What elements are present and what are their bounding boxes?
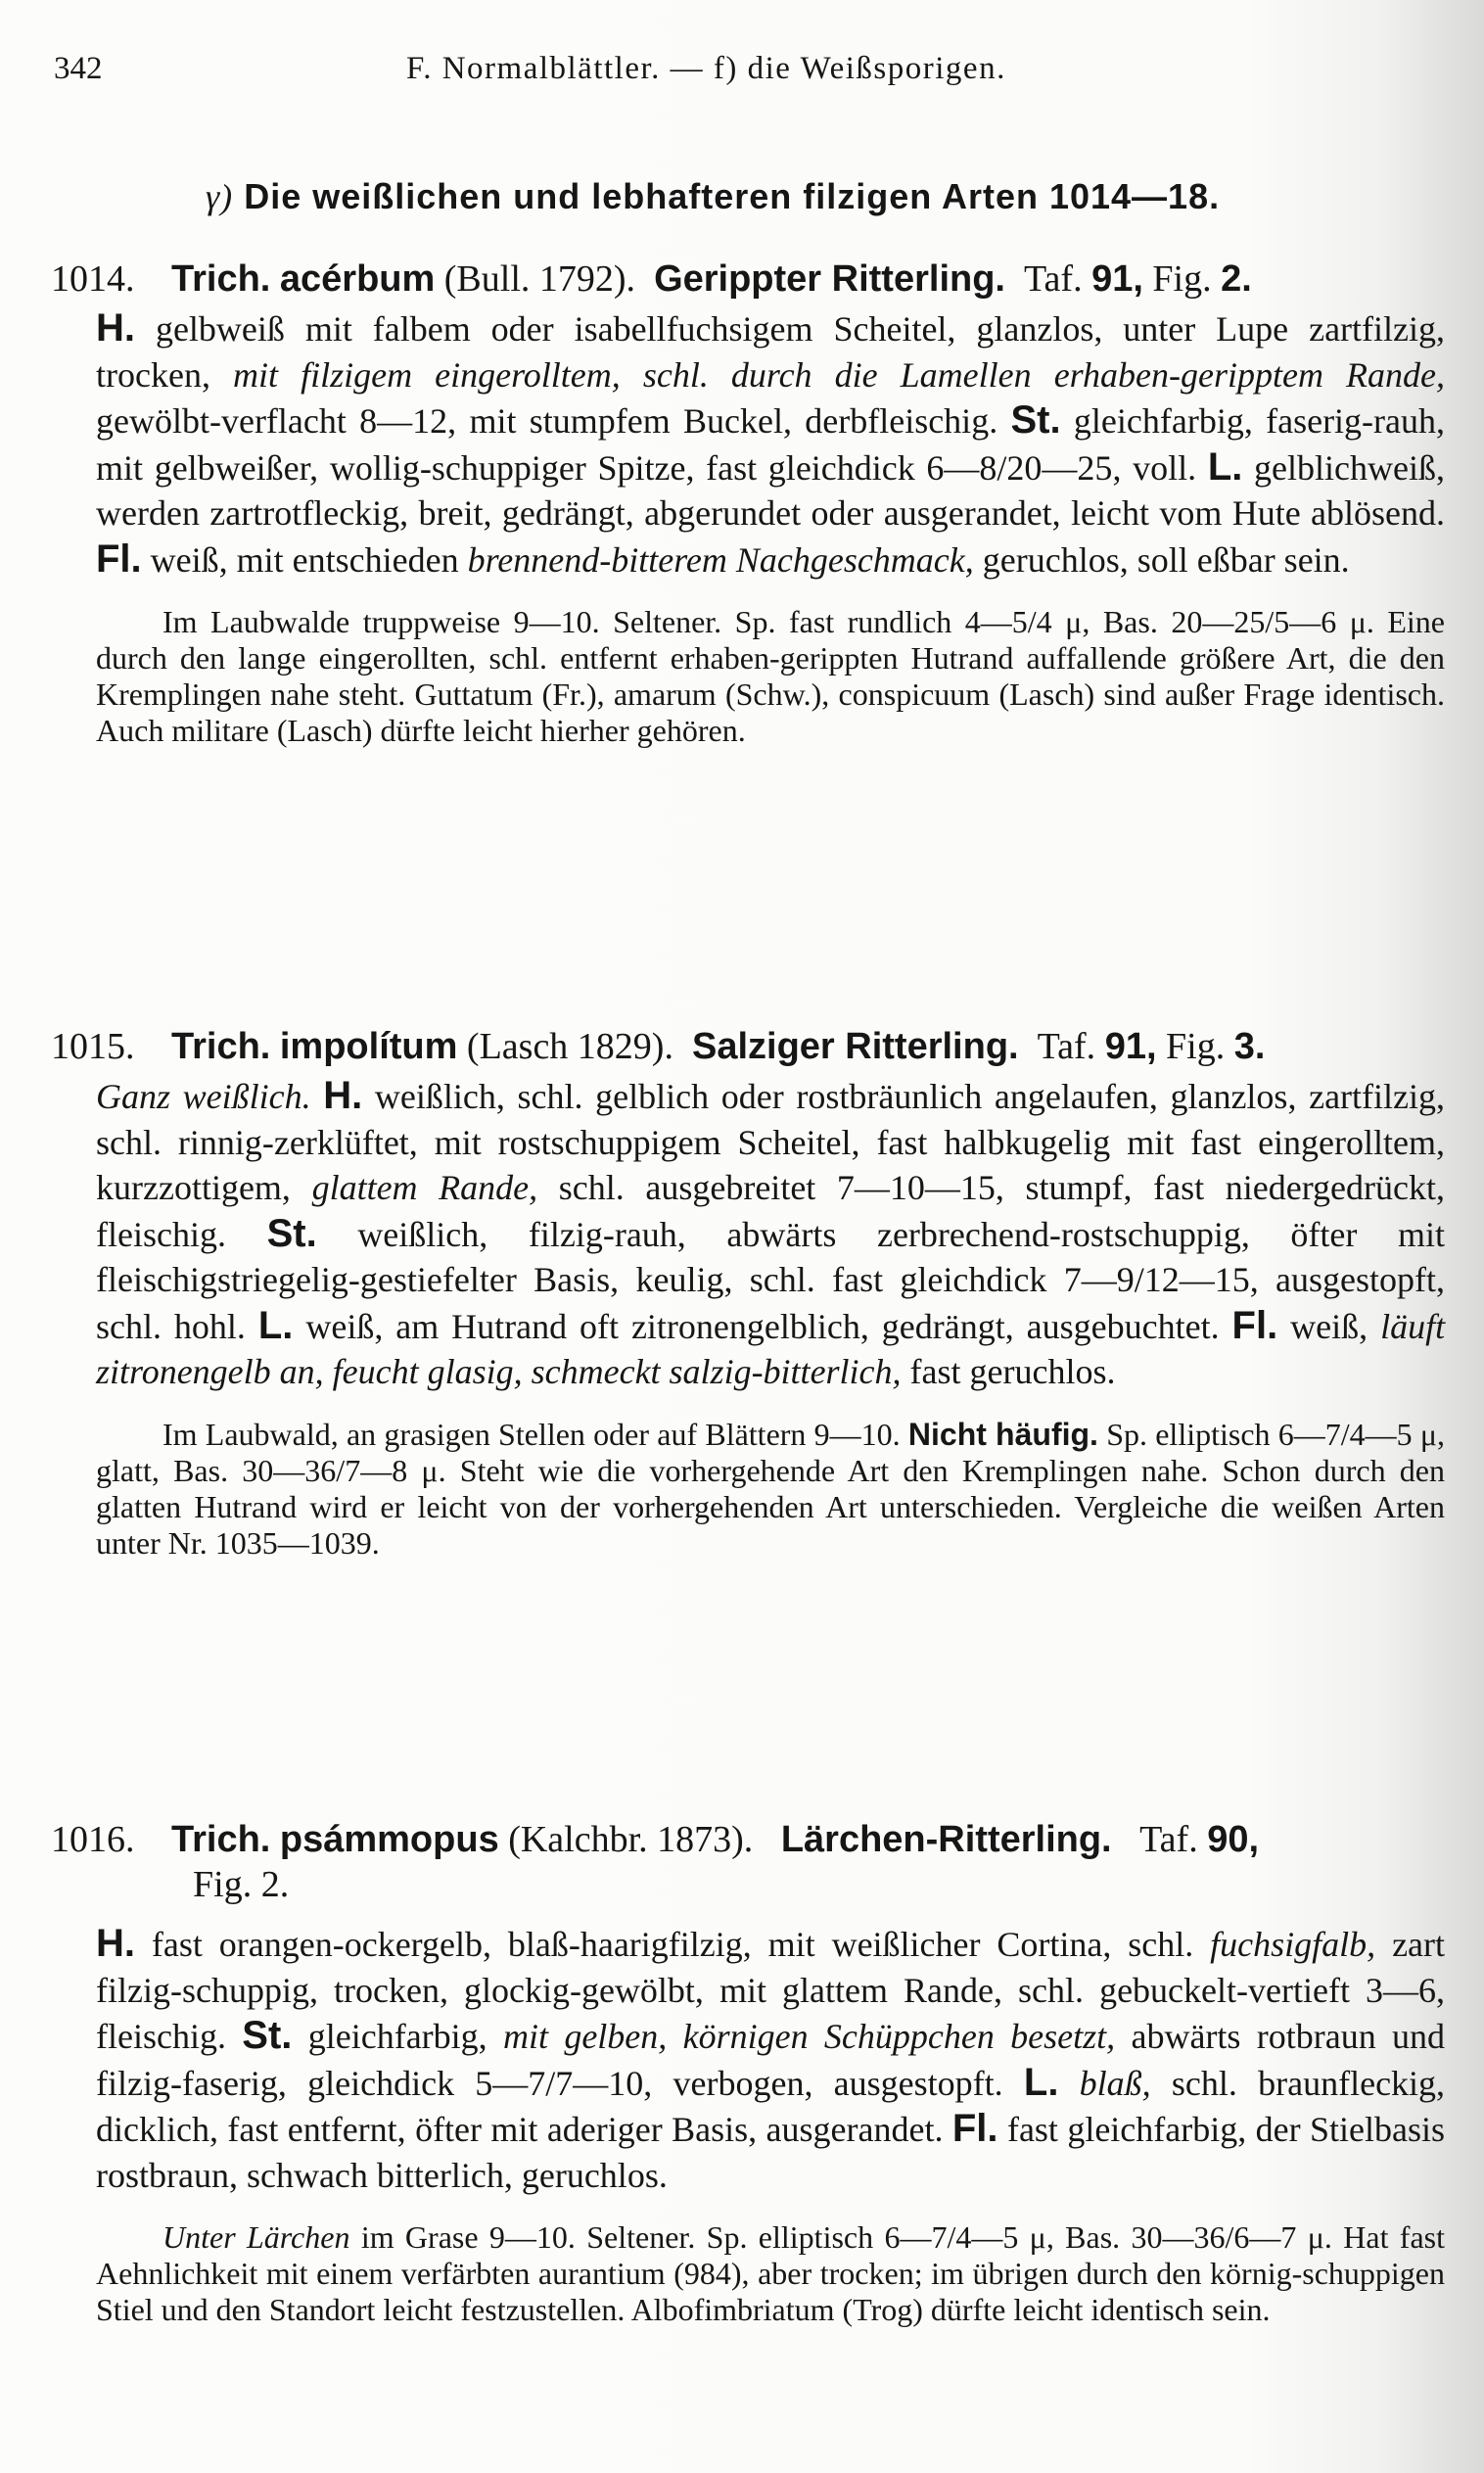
- flesh-key: Fl.: [951, 2107, 998, 2150]
- lamellae-key: L.: [1207, 444, 1243, 489]
- entry-description: [96, 1921, 1445, 2198]
- entry-genus: Trich.: [171, 1819, 271, 1860]
- hat-text-cont: gewölbt-verflacht 8—12, mit stumpfem Buckel, derbfleischig.: [96, 401, 998, 441]
- note-text-italic: Unter Lärchen: [162, 2219, 350, 2255]
- entry-species: acérbum: [279, 258, 436, 300]
- stem-text: gleichfarbig,: [307, 2017, 487, 2056]
- entry-figure: 2.: [260, 1864, 290, 1905]
- lamellae-text-italic: blaß,: [1079, 2063, 1151, 2103]
- hat-key: H.: [96, 1922, 135, 1965]
- species-entry-1015: [0, 1024, 1484, 1562]
- entry-figure: 3.: [1233, 1026, 1266, 1067]
- section-marker: γ): [206, 177, 234, 216]
- running-head: F. Normalblättler. — f) die Weißsporigen.: [406, 51, 1006, 86]
- entry-figure: 2.: [1221, 258, 1252, 300]
- entry-number: 1014.: [51, 258, 135, 300]
- stem-text: weißlich, filzig-rauh, abwärts zerbrechend-rostschuppig, öfter mit fleischigstriegelig-gestiefelter Basis, keulig, schl. fast gleichdick 7—9/12—15, ausgestopft, schl. hohl.: [96, 1214, 1446, 1346]
- hat-text: fast orangen-ockergelb, blaß-haarigfilzig, mit weißlicher Cortina, schl.: [151, 1925, 1194, 1964]
- hat-key: H.: [96, 306, 135, 350]
- entry-plate: 91,: [1104, 1026, 1157, 1067]
- entry-author: (Bull. 1792).: [443, 258, 636, 300]
- entry-common-name: Gerippter Ritterling.: [654, 258, 1005, 300]
- flesh-text-cont: fast geruchlos.: [909, 1352, 1116, 1391]
- species-entry-1014: [0, 257, 1484, 749]
- flesh-key: Fl.: [96, 537, 142, 581]
- hat-text-cont: schl. ausgebreitet 7—10—15, stumpf, fast niedergedrückt, fleischig.: [96, 1168, 1446, 1254]
- entry-number: 1016.: [51, 1819, 135, 1860]
- hat-text-italic: fuchsigfalb,: [1210, 1925, 1376, 1964]
- flesh-text-italic: brennend-bitterem Nachgeschmack,: [467, 539, 974, 580]
- entry-description: [96, 1073, 1445, 1395]
- page-header: [54, 51, 1425, 94]
- entry-plate: 91,: [1091, 258, 1143, 300]
- lamellae-key: L.: [1023, 2060, 1059, 2104]
- entry-species: impolítum: [279, 1026, 458, 1067]
- hat-text: weißlich, schl. gelblich oder rostbräunlich angelaufen, glanzlos, zartfilzig, schl. rinnig-zerklüftet, mit rostschuppigem Scheitel, fast halbkugelig mit fast eingerolltem, kurzzottigem,: [96, 1077, 1446, 1207]
- lead-text-italic: Ganz weißlich.: [96, 1077, 311, 1116]
- flesh-text: fast gleichfarbig, der Stielbasis rostbraun, schwach bitterlich, geruchlos.: [96, 2110, 1446, 2195]
- entry-figure-label: Fig.: [1166, 1026, 1226, 1067]
- flesh-text-cont: geruchlos, soll eßbar sein.: [982, 539, 1350, 580]
- entry-author: (Kalchbr. 1873).: [508, 1819, 754, 1860]
- stem-text-italic: mit gelben, körnigen Schüppchen besetzt,: [503, 2017, 1116, 2056]
- entry-genus: Trich.: [171, 1026, 271, 1067]
- entry-species: psámmopus: [279, 1819, 499, 1860]
- entry-description: [96, 305, 1445, 583]
- hat-key: H.: [323, 1074, 363, 1117]
- lamellae-text: schl. braunfleckig, dicklich, fast entfernt, öfter mit aderiger Basis, ausgerandet.: [96, 2063, 1446, 2149]
- note-text-bold: Nicht häufig.: [907, 1416, 1098, 1452]
- hat-text-italic: mit filzigem eingerolltem, schl. durch die Lamellen erhaben-geripptem Rande,: [233, 354, 1446, 395]
- entry-plate-label: Taf.: [1037, 1026, 1096, 1067]
- entry-note: [96, 1417, 1445, 1562]
- section-title: [206, 176, 1331, 217]
- entry-figure-label: Fig.: [1152, 258, 1212, 300]
- lamellae-text: gelblichweiß, werden zartrotfleckig, breit, gedrängt, abgerundet oder ausgerandet, leicht vom Hute ablösend.: [96, 447, 1445, 533]
- entry-heading: [51, 257, 1441, 302]
- entry-note: [96, 2219, 1445, 2328]
- note-text-cont: Sp. elliptisch 6—7/4—5 μ, glatt, Bas. 30—36/7—8 μ. Steht wie die vorhergehende Art den Kremplingen nahe. Schon durch den glatten Hutrand wird er leicht von der vorhergehenden Art unterschieden. Vergleiche die weißen Arten unter Nr. 1035—1039.: [96, 1416, 1446, 1561]
- entry-heading: [51, 1817, 1441, 1907]
- entry-figure-label: Fig.: [193, 1864, 253, 1905]
- entry-heading: [51, 1024, 1441, 1069]
- species-entry-1016: [0, 1817, 1484, 2328]
- hat-text: gelbweiß mit falbem oder isabellfuchsigem Scheitel, glanzlos, unter Lupe zartfilzig, trocken,: [96, 309, 1446, 395]
- entry-plate-label: Taf.: [1139, 1819, 1198, 1860]
- entry-note: [96, 604, 1445, 749]
- flesh-text: weiß,: [1290, 1306, 1368, 1346]
- flesh-key: Fl.: [1231, 1303, 1278, 1347]
- lamellae-text: weiß, am Hutrand oft zitronengelblich, gedrängt, ausgebuchtet.: [305, 1306, 1220, 1346]
- entry-number: 1015.: [51, 1026, 135, 1067]
- page-number: 342: [54, 51, 103, 86]
- stem-key: St.: [266, 1211, 317, 1255]
- note-text: im Grase 9—10. Seltener. Sp. elliptisch 6—7/4—5 μ, Bas. 30—36/6—7 μ. Hat fast Aehnlichkeit mit einem verfärbten aurantium (984), aber trocken; im übrigen durch den körnig-schuppigen Stiel und den Standort leicht festzustellen. Albofimbriatum (Trog) dürfte leicht identisch sein.: [96, 2219, 1446, 2327]
- section-title-text: Die weißlichen und lebhafteren filzigen Arten 1014—18.: [244, 176, 1221, 216]
- hat-text-cont: zart filzig-schuppig, trocken, glockig-gewölbt, mit glattem Rande, schl. gebuckelt-vertieft 3—6, fleischig.: [96, 1925, 1446, 2056]
- entry-common-name: Lärchen-Ritterling.: [780, 1819, 1112, 1860]
- hat-text-italic: glattem Rande,: [311, 1168, 538, 1207]
- stem-text: gleichfarbig, faserig-rauh, mit gelbweißer, wollig-schuppiger Spitze, fast gleichdick 6—8/20—25, voll.: [96, 401, 1446, 488]
- entry-common-name: Salziger Ritterling.: [691, 1026, 1019, 1067]
- flesh-text-italic: läuft zitronengelb an, feucht glasig, schmeckt salzig-bitterlich,: [96, 1306, 1446, 1391]
- entry-author: (Lasch 1829).: [466, 1026, 673, 1067]
- note-text: Im Laubwalde truppweise 9—10. Seltener. Sp. fast rundlich 4—5/4 μ, Bas. 20—25/5—6 μ. Eine durch den lange eingerollten, schl. entfernt erhaben-gerippten Hutrand auffallende größere Art, die den Kremplingen nahe steht. Guttatum (Fr.), amarum (Schw.), conspicuum (Lasch) sind außer Frage identisch. Auch militare (Lasch) dürfte leicht hierher gehören.: [96, 604, 1445, 748]
- stem-key: St.: [242, 2014, 293, 2057]
- entry-plate: 90,: [1207, 1819, 1260, 1860]
- stem-text-cont: abwärts rotbraun und filzig-faserig, gleichdick 5—7/7—10, verbogen, ausgestopft.: [96, 2017, 1446, 2103]
- flesh-text: weiß, mit entschieden: [150, 539, 459, 580]
- note-text: Im Laubwald, an grasigen Stellen oder auf Blättern 9—10.: [162, 1416, 901, 1452]
- stem-key: St.: [1010, 398, 1061, 442]
- lamellae-key: L.: [257, 1303, 294, 1347]
- entry-genus: Trich.: [171, 258, 271, 300]
- entry-plate-label: Taf.: [1023, 258, 1083, 300]
